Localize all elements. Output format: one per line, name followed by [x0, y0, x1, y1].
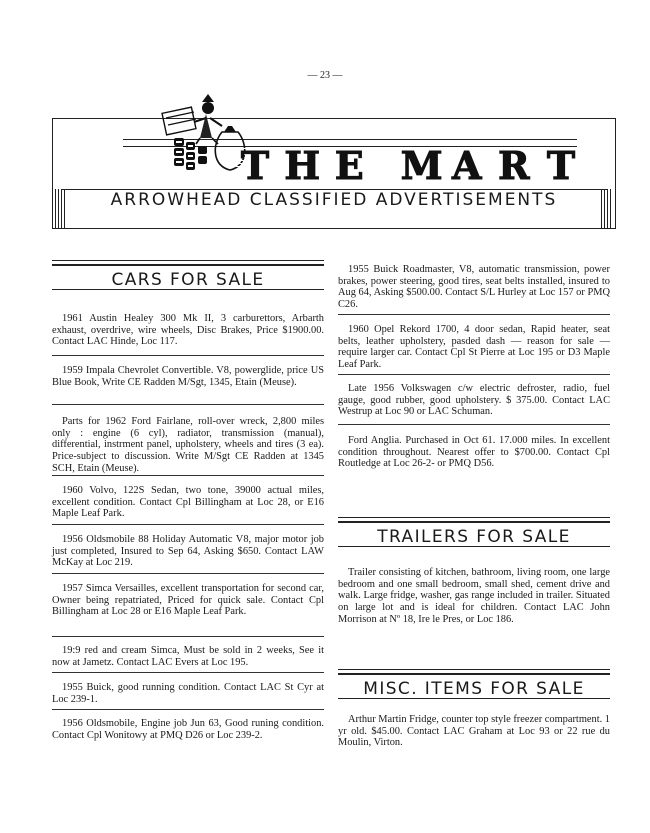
classified-ad: Arthur Martin Fridge, counter top style freezer compartment. 1 yr old. $45.00. Contact LAC Graham at Loc 93 or 22 rue du Moulin, Virton. [338, 714, 610, 749]
classified-ad: 19:9 red and cream Simca, Must be sold in 2 weeks, See it now at Jametz. Contact LAC Evers at Loc 195. [52, 645, 324, 668]
ad-divider [52, 573, 324, 574]
ad-divider [52, 355, 324, 356]
masthead-subtitle: ARROWHEAD CLASSIFIED ADVERTISEMENTS [110, 190, 558, 210]
ad-divider [52, 672, 324, 673]
ad-divider [338, 374, 610, 375]
classified-ad: Late 1956 Volkswagen c/w electric defroster, radio, fuel gauge, good rubber, good upholstery. $ 375.00. Contact LAC Westrup at Loc 90 or LAC Schuman. [338, 383, 610, 418]
ad-divider [338, 424, 610, 425]
classified-ad: 1957 Simca Versailles, excellent transportation for second car, Owner being repatriated, Priced for quick sale. Contact Cpl Billingham at Loc 28 or E16 Maple Leaf Park. [52, 583, 324, 618]
classified-ad: 1956 Oldsmobile 88 Holiday Automatic V8, major motor job just completed, Insured to Sep 64, Asking $650. Contact LAW McKay at Loc 219. [52, 534, 324, 569]
ad-divider [52, 475, 324, 476]
classified-ad: 1956 Oldsmobile, Engine job Jun 63, Good runing condition. Contact Cpl Wonitowy at PMQ D26 or Loc 239-2. [52, 718, 324, 741]
ad-divider [52, 636, 324, 637]
classified-ad: 1961 Austin Healey 300 Mk II, 3 carburettors, Arbarth exhaust, overdrive, wire wheels, Disc Brakes, Price $1900.00. Contact LAC Hinde, Loc 117. [52, 313, 324, 348]
title-letter: R [495, 147, 533, 185]
classified-ad: 1960 Opel Rekord 1700, 4 door sedan, Rapid heater, seat belts, leather upholstery, pasded dash — reason for sale — require larger car. Contact Cpl St Pierre at Loc 195 or D3 Maple Leaf Park. [338, 324, 610, 371]
title-letter: A [448, 147, 486, 185]
ad-divider [52, 404, 324, 405]
classified-ad: 1959 Impala Chevrolet Convertible. V8, powerglide, price US Blue Book, Write CE Radden M/Sgt, 1345, Etain (Meuse). [52, 365, 324, 388]
figure-head-icon [202, 102, 214, 114]
section-heading-cars: CARS FOR SALE [52, 264, 324, 290]
section-heading-misc: MISC. ITEMS FOR SALE [338, 673, 610, 699]
title-letter: E [330, 147, 368, 185]
title-letter: M [400, 143, 443, 188]
title-letter: T [236, 147, 274, 185]
classified-ad: 1955 Buick, good running condition. Contact LAC St Cyr at Loc 239-1. [52, 682, 324, 705]
classified-ad: 1960 Volvo, 122S Sedan, two tone, 39000 actual miles, excellent condition. Contact Cpl Billingham at Loc 28, or E16 Maple Leaf Park. [52, 485, 324, 520]
classified-ad: 1955 Buick Roadmaster, V8, automatic transmission, power brakes, power steering, good tires, seat belts installed, insured to Aug 64, Asking $500.00. Contact S/L Hurley at Loc 157 or PMQ C26. [338, 264, 610, 311]
ad-divider [52, 524, 324, 525]
classified-ad: Ford Anglia. Purchased in Oct 61. 17.000 miles. In excellent condition throughout. Nearest offer to $700.00. Contact Cpl Routledge at Loc 26-2- or PMQ D56. [338, 435, 610, 470]
crate-icon [162, 107, 196, 135]
merchant-mascot-illustration [108, 92, 256, 192]
classified-ad: Trailer consisting of kitchen, bathroom, living room, one large bedroom and one small bedroom, small shed, cement drive and walk. Large fridge, washer, gas range included in trailer. Situated on large lot and is ideal for children. Contact LAC John Morrison at Nº 18, Ire le Pres, or Loc 186. [338, 567, 610, 625]
classified-ad: Parts for 1962 Ford Fairlane, roll-over wreck, 2,800 miles only : engine (6 cyl), radiator, transmission (manual), differential, instrment panel, upholstery, wheels and tires (3 ea). Price-subject to discussion. Write M/Sgt CE Radden at 1345 SCH, Etain (Meuse). [52, 416, 324, 474]
section-heading-trailers: TRAILERS FOR SALE [338, 521, 610, 547]
page-number: — 23 — [307, 70, 343, 81]
ad-divider [338, 314, 610, 315]
mart-title [236, 143, 580, 188]
title-letter: H [284, 143, 321, 188]
title-letter: T [542, 147, 580, 185]
ad-divider [52, 709, 324, 710]
